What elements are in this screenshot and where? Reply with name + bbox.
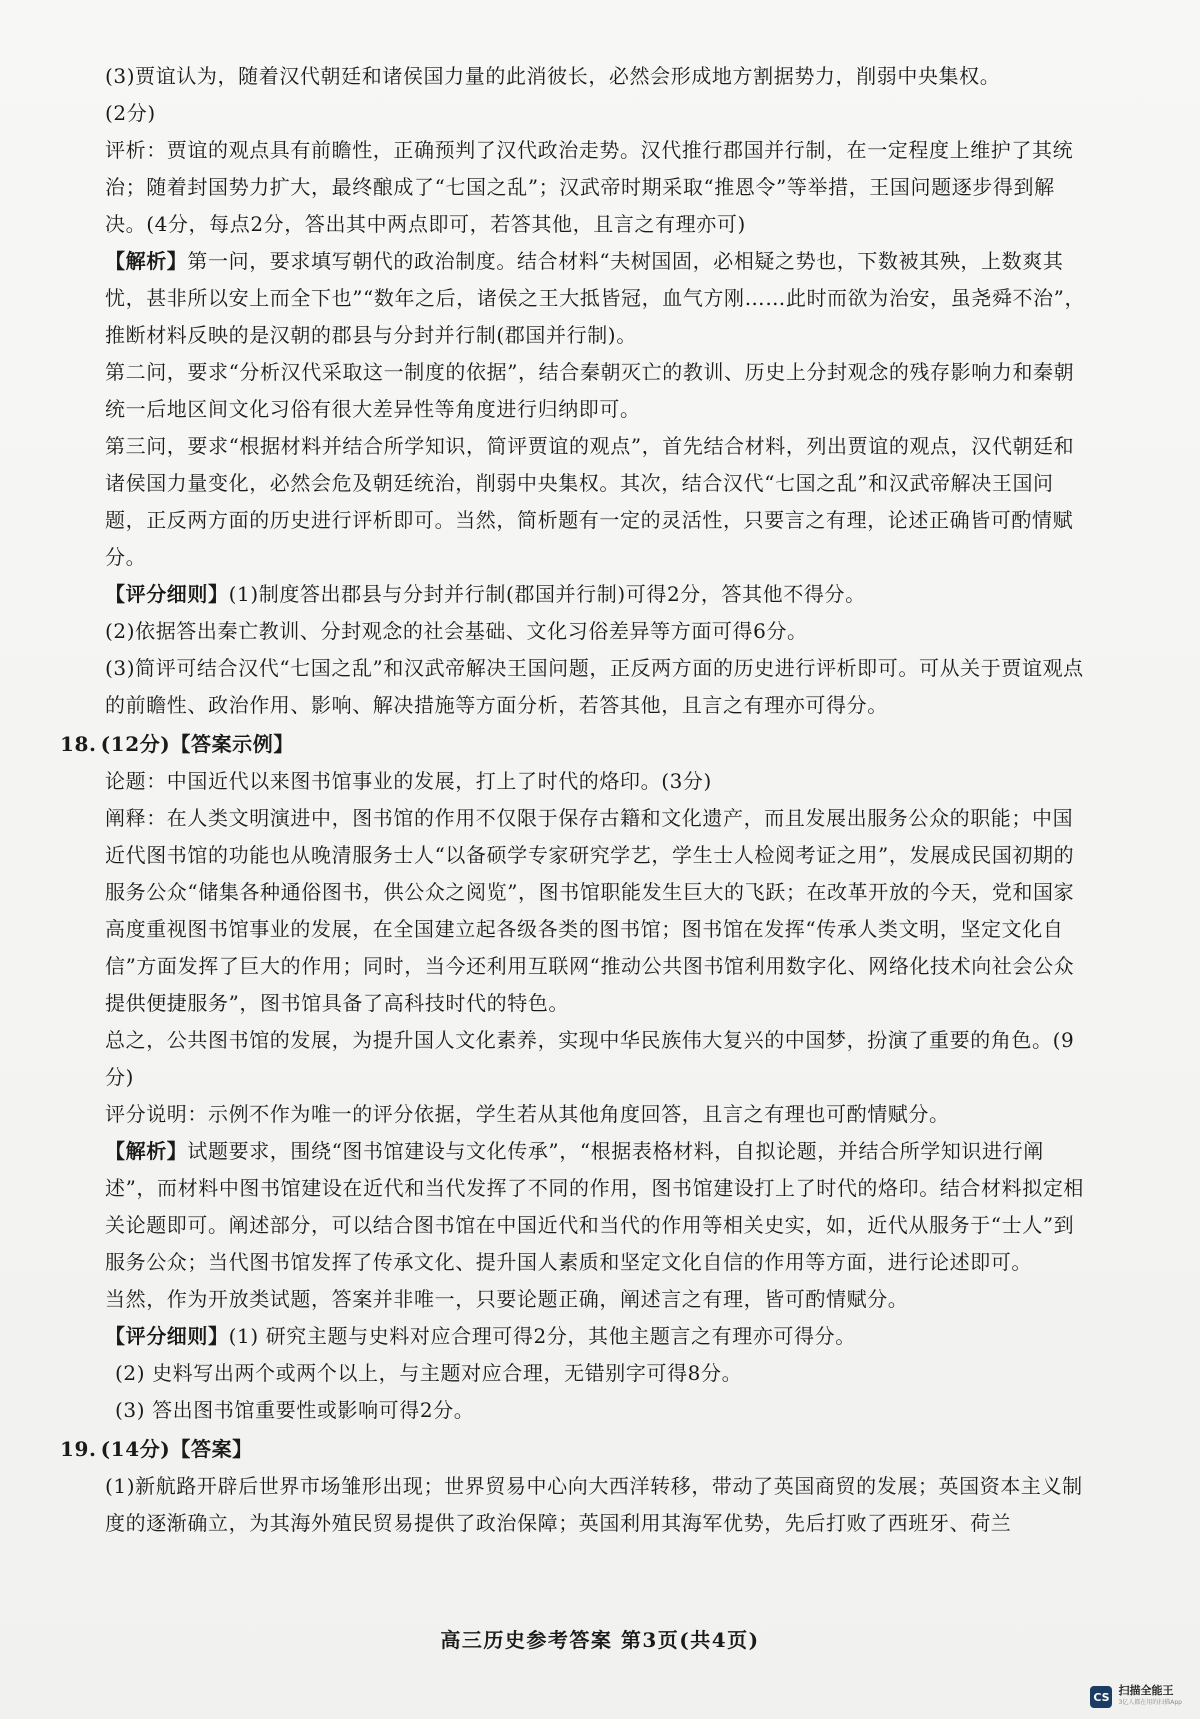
analysis-tag: 【解析】: [105, 1139, 188, 1163]
q17-scoring-1: 【评分细则】(1)制度答出郡县与分封并行制(郡国并行制)可得2分，答其他不得分。: [105, 582, 866, 606]
q17-analysis-3: 第三问，要求“根据材料并结合所学知识，简评贾谊的观点”，首先结合材料，列出贾谊的观点，汉代朝廷和诸侯国力量变化，必然会危及朝廷统治，削弱中央集权。其次，结合汉代“七国之乱”和汉武帝解决王国问题，正反两方面的历史进行评析即可。当然，简析题有一定的灵活性，只要言之有理，论述正确皆可酌情赋分。: [105, 434, 1075, 569]
q18-summary: 总之，公共图书馆的发展，为提升国人文化素养，实现中华民族伟大复兴的中国梦，扮演了重要的角色。(9分): [105, 1028, 1075, 1089]
q18-explanation: 阐释：在人类文明演进中，图书馆的作用不仅限于保存古籍和文化遗产，而且发展出服务公众的职能；中国近代图书馆的功能也从晚清服务士人“以备硕学专家研究学艺，学生士人检阅考证之用”，发展成民国初期的服务公众“储集各种通俗图书，供公众之阅览”，图书馆职能发生巨大的飞跃；在改革开放的今天，党和国家高度重视图书馆事业的发展，在全国建立起各级各类的图书馆；图书馆在发挥“传承人类文明，坚定文化自信”方面发挥了巨大的作用；同时，当今还利用互联网“推动公共图书馆利用数字化、网络化技术向社会公众提供便捷服务”，图书馆具备了高科技时代的特色。: [105, 806, 1075, 1015]
page-content: [60, 58, 1090, 1542]
scanner-app-name: 扫描全能王: [1118, 1684, 1174, 1697]
q18-open-note: 当然，作为开放类试题，答案并非唯一，只要论题正确，阐述言之有理，皆可酌情赋分。: [105, 1287, 909, 1311]
q17-analysis-1: 【解析】第一问，要求填写朝代的政治制度。结合材料“夫树国固，必相疑之势也，下数被其殃，上数爽其忧，甚非所以安上而全下也”“数年之后，诸侯之王大抵皆冠，血气方刚……此时而欲为治安，虽尧舜不治”，推断材料反映的是汉朝的郡县与分封并行制(郡国并行制)。: [105, 249, 1086, 347]
scanner-app-tagline: 3亿人都在用的扫描App: [1118, 1699, 1182, 1706]
q17-evaluation: 评析：贾谊的观点具有前瞻性，正确预判了汉代政治走势。汉代推行郡国并行制，在一定程度上维护了其统治；随着封国势力扩大，最终酿成了“七国之乱”；汉武帝时期采取“推恩令”等举措，王国问题逐步得到解决。(4分，每点2分，答出其中两点即可，若答其他，且言之有理亦可): [105, 138, 1074, 236]
q18-number: 18.: [60, 732, 97, 756]
q18-scoring-1: 【评分细则】(1) 研究主题与史料对应合理可得2分，其他主题言之有理亦可得分。: [105, 1324, 856, 1348]
scoring-tag: 【评分细则】: [105, 1324, 229, 1348]
q17-scoring-3: (3)简评可结合汉代“七国之乱”和汉武帝解决王国问题，正反两方面的历史进行评析即可。可从关于贾谊观点的前瞻性、政治作用、影响、解决措施等方面分析，若答其他，且言之有理亦可得分。: [105, 656, 1084, 717]
q19-heading: 19. (14分)【答案】: [60, 1437, 253, 1461]
q17-scoring-2: (2)依据答出秦亡教训、分封观念的社会基础、文化习俗差异等方面可得6分。: [105, 619, 808, 643]
q18-heading: 18. (12分)【答案示例】: [60, 732, 294, 756]
q18-thesis: 论题：中国近代以来图书馆事业的发展，打上了时代的烙印。(3分): [105, 769, 712, 793]
q18-note: 评分说明：示例不作为唯一的评分依据，学生若从其他角度回答，且言之有理也可酌情赋分。: [105, 1102, 950, 1126]
q19-answer-text: (1)新航路开辟后世界市场雏形出现；世界贸易中心向大西洋转移，带动了英国商贸的发展；英国资本主义制度的逐渐确立，为其海外殖民贸易提供了政治保障；英国利用其海军优势，先后打败了西班牙、荷兰: [105, 1474, 1083, 1535]
page-footer: 高三历史参考答案 第3页(共4页): [440, 1628, 760, 1652]
q17-part3-answer: (3)贾谊认为，随着汉代朝廷和诸侯国力量的此消彼长，必然会形成地方割据势力，削弱中央集权。: [105, 64, 1001, 88]
camscanner-logo-icon: CS: [1090, 1686, 1112, 1708]
q18-scoring-2: (2) 史料写出两个或两个以上，与主题对应合理，无错别字可得8分。: [115, 1361, 743, 1385]
scanner-watermark: [1090, 1685, 1182, 1709]
q18-scoring-3: (3) 答出图书馆重要性或影响可得2分。: [115, 1398, 475, 1422]
q17-part3-score: (2分): [105, 101, 156, 125]
scoring-tag: 【评分细则】: [105, 582, 229, 606]
q19-number: 19.: [60, 1437, 97, 1461]
q17-analysis-2: 第二问，要求“分析汉代采取这一制度的依据”，结合秦朝灭亡的教训、历史上分封观念的残存影响力和秦朝统一后地区间文化习俗有很大差异性等角度进行归纳即可。: [105, 360, 1075, 421]
q18-analysis: 【解析】试题要求，围绕“图书馆建设与文化传承”，“根据表格材料，自拟论题，并结合所学知识进行阐述”，而材料中图书馆建设在近代和当代发挥了不同的作用，图书馆建设打上了时代的烙印。结合材料拟定相关论题即可。阐述部分，可以结合图书馆在中国近代和当代的作用等相关史实，如，近代从服务于“士人”到服务公众；当代图书馆发挥了传承文化、提升国人素质和坚定文化自信的作用等方面，进行论述即可。: [105, 1139, 1085, 1274]
analysis-tag: 【解析】: [105, 249, 188, 273]
